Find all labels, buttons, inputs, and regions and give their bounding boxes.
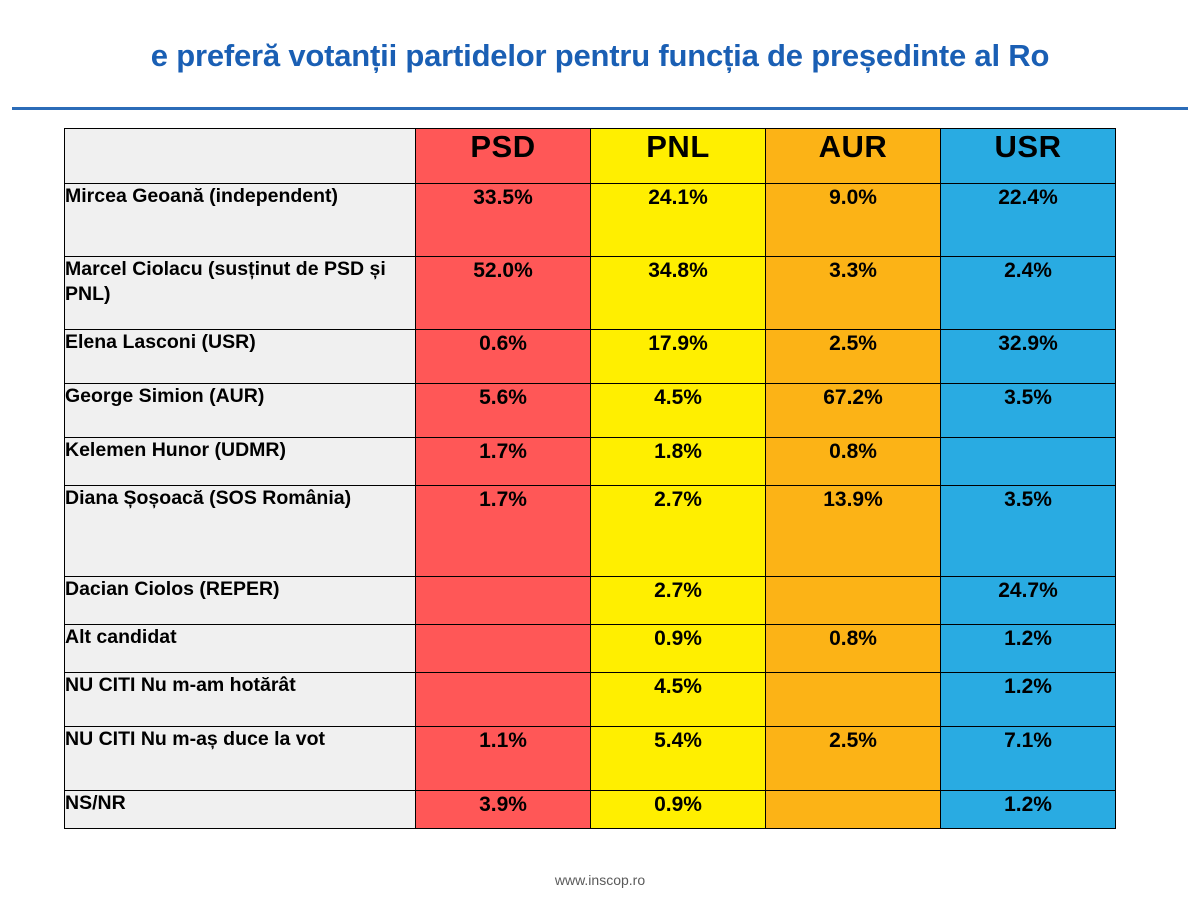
row-label: Elena Lasconi (USR) [65, 330, 416, 384]
cell-aur: 3.3% [766, 257, 941, 330]
title-divider [12, 107, 1188, 110]
cell-psd: 0.6% [416, 330, 591, 384]
row-label: Dacian Ciolos (REPER) [65, 577, 416, 625]
cell-pnl: 0.9% [591, 791, 766, 829]
cell-psd [416, 625, 591, 673]
row-label: NU CITI Nu m-am hotărât [65, 673, 416, 727]
cell-usr: 22.4% [941, 184, 1116, 257]
cell-pnl: 4.5% [591, 384, 766, 438]
cell-psd: 1.7% [416, 486, 591, 577]
cell-pnl: 1.8% [591, 438, 766, 486]
column-header-usr: USR [941, 129, 1116, 184]
cell-pnl: 2.7% [591, 577, 766, 625]
table-row [65, 727, 1116, 791]
cell-psd: 1.1% [416, 727, 591, 791]
column-header-psd: PSD [416, 129, 591, 184]
table-header-row [65, 129, 1116, 184]
row-label: NS/NR [65, 791, 416, 829]
cell-pnl: 4.5% [591, 673, 766, 727]
table-row [65, 438, 1116, 486]
cell-aur: 2.5% [766, 330, 941, 384]
cell-psd [416, 673, 591, 727]
source-url: www.inscop.ro [554, 872, 646, 888]
cell-pnl: 0.9% [591, 625, 766, 673]
cell-usr: 1.2% [941, 673, 1116, 727]
cell-aur: 0.8% [766, 438, 941, 486]
row-label: Alt candidat [65, 625, 416, 673]
cell-pnl: 5.4% [591, 727, 766, 791]
cell-usr [941, 438, 1116, 486]
table-row [65, 184, 1116, 257]
cell-aur: 67.2% [766, 384, 941, 438]
row-label: Mircea Geoană (independent) [65, 184, 416, 257]
cell-pnl: 17.9% [591, 330, 766, 384]
column-header-pnl: PNL [591, 129, 766, 184]
cell-psd: 52.0% [416, 257, 591, 330]
table-row [65, 791, 1116, 829]
cell-psd [416, 577, 591, 625]
cell-aur: 2.5% [766, 727, 941, 791]
cell-usr: 1.2% [941, 791, 1116, 829]
row-label: Diana Șoșoacă (SOS România) [65, 486, 416, 577]
cell-psd: 1.7% [416, 438, 591, 486]
cell-aur: 9.0% [766, 184, 941, 257]
cell-pnl: 2.7% [591, 486, 766, 577]
cell-aur [766, 791, 941, 829]
table-row [65, 673, 1116, 727]
poll-table-container [64, 128, 1115, 829]
cell-pnl: 34.8% [591, 257, 766, 330]
cell-usr: 1.2% [941, 625, 1116, 673]
cell-psd: 3.9% [416, 791, 591, 829]
cell-aur: 0.8% [766, 625, 941, 673]
table-row [65, 330, 1116, 384]
column-header-aur: AUR [766, 129, 941, 184]
poll-table [64, 128, 1116, 829]
row-label: NU CITI Nu m-aș duce la vot [65, 727, 416, 791]
row-label: Marcel Ciolacu (susținut de PSD și PNL) [65, 257, 416, 330]
cell-usr: 3.5% [941, 384, 1116, 438]
cell-psd: 33.5% [416, 184, 591, 257]
cell-usr: 32.9% [941, 330, 1116, 384]
cell-usr: 3.5% [941, 486, 1116, 577]
table-row [65, 486, 1116, 577]
table-body [65, 184, 1116, 829]
column-header-blank [65, 129, 416, 184]
row-label: George Simion (AUR) [65, 384, 416, 438]
table-row [65, 257, 1116, 330]
cell-usr: 7.1% [941, 727, 1116, 791]
table-row [65, 577, 1116, 625]
cell-aur [766, 577, 941, 625]
cell-psd: 5.6% [416, 384, 591, 438]
cell-aur: 13.9% [766, 486, 941, 577]
cell-aur [766, 673, 941, 727]
table-row [65, 625, 1116, 673]
row-label: Kelemen Hunor (UDMR) [65, 438, 416, 486]
page-title: e preferă votanții partidelor pentru funcția de președinte al Ro [150, 38, 1050, 73]
cell-usr: 2.4% [941, 257, 1116, 330]
cell-pnl: 24.1% [591, 184, 766, 257]
table-row [65, 384, 1116, 438]
cell-usr: 24.7% [941, 577, 1116, 625]
